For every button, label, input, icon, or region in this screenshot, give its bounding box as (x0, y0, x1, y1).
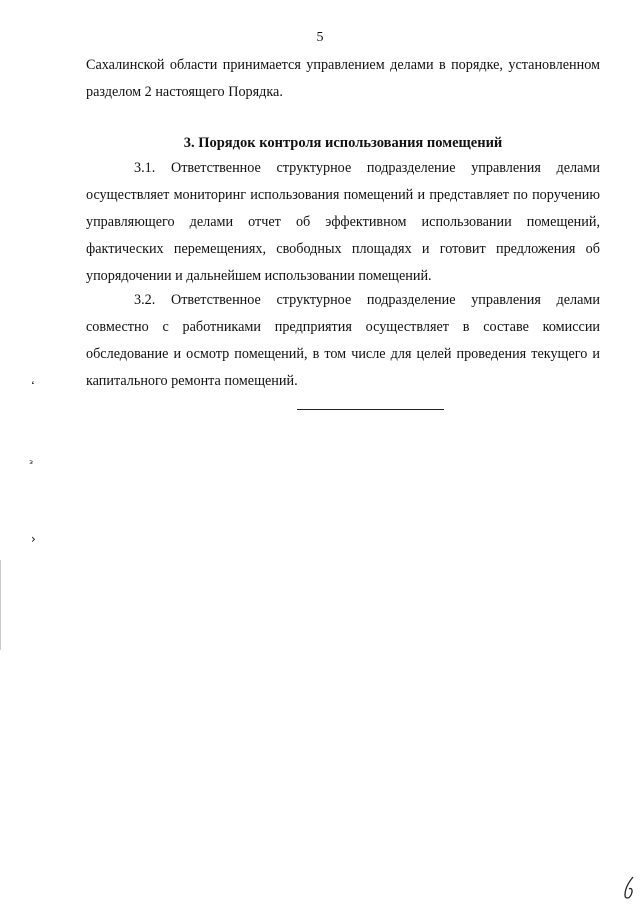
pen-stroke-icon (622, 875, 636, 901)
separator-line (297, 409, 444, 410)
scan-edge-line (0, 560, 1, 650)
margin-mark: › (31, 532, 36, 546)
section-heading: 3. Порядок контроля использования помещений (183, 135, 503, 151)
continuation-paragraph-text: Сахалинской области принимается управлением делами в порядке, установленном разделом 2 настоящего Порядка. (86, 57, 600, 100)
paragraph-3-2-text: 3.2. Ответственное структурное подразделение управления делами совместно с работниками предприятия осуществляет в составе комиссии обследование и осмотр помещений, в том числе для целей проведения текущего и капитального ремонта помещений. (86, 292, 600, 389)
margin-mark: ᵌ (29, 457, 34, 471)
continuation-paragraph (86, 52, 600, 106)
paragraph-3-2 (86, 287, 600, 395)
paragraph-3-1 (86, 155, 600, 290)
page-number: 5 (316, 30, 324, 45)
paragraph-3-1-text: 3.1. Ответственное структурное подразделение управления делами осуществляет мониторинг использования помещений и представляет по поручению управляющего делами отчет об эффективном использовании помещений, фактических перемещениях, свободных площадях и готовит предложения об упорядочении и дальнейшем использовании помещений. (86, 160, 600, 284)
